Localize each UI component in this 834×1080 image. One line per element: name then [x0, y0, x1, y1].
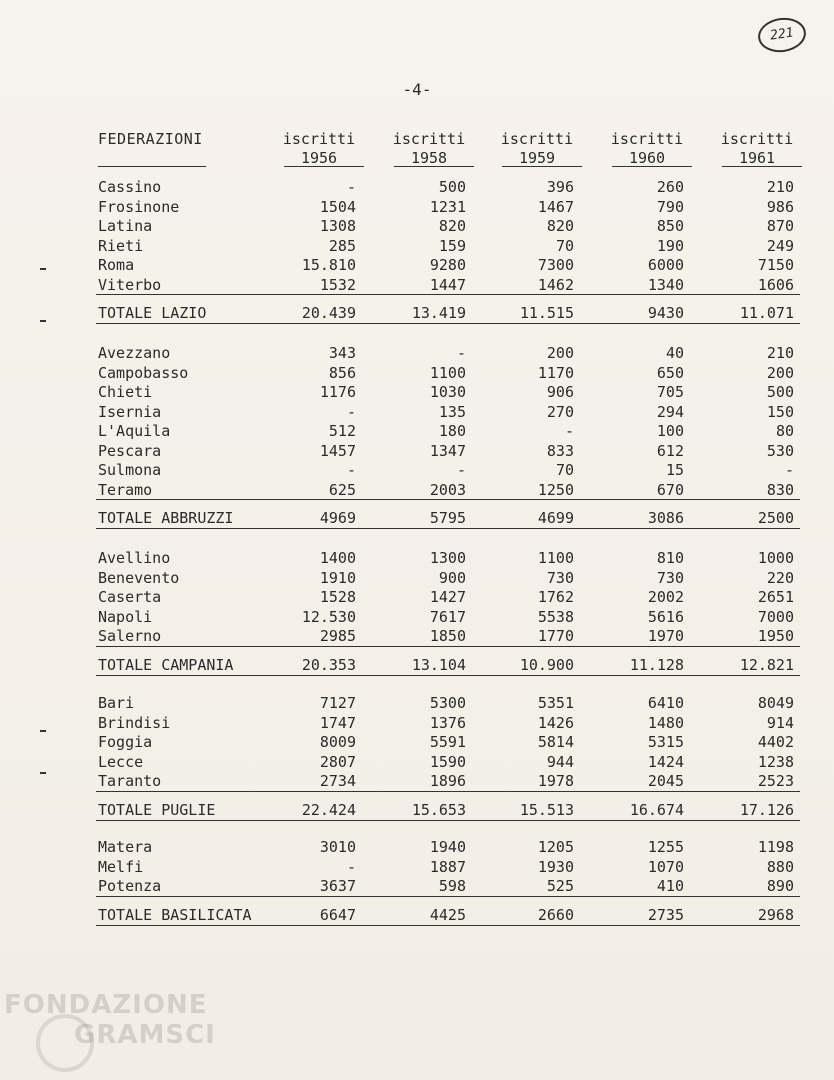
cell-value: 5591 — [429, 733, 466, 751]
cell-value: 4402 — [757, 733, 794, 751]
table-row — [0, 276, 834, 295]
subtotal-rule — [96, 896, 800, 897]
cell-value: 1850 — [429, 627, 466, 645]
cell-value: 1198 — [757, 838, 794, 856]
federation-name: Sulmona — [98, 461, 162, 479]
cell-value: 135 — [438, 402, 466, 421]
total-rule — [96, 528, 800, 529]
total-rule — [96, 820, 800, 821]
cell-value: 820 — [546, 217, 574, 235]
cell-value: - — [346, 857, 356, 876]
cell-value: 790 — [656, 197, 684, 216]
column-label: iscritti — [282, 130, 356, 148]
federation-name: Cassino — [98, 178, 162, 196]
cell-value: 1480 — [647, 713, 684, 732]
total-row — [0, 656, 834, 675]
table-row — [0, 588, 834, 607]
table-row — [0, 217, 834, 236]
cell-value: 1400 — [319, 549, 356, 567]
federation-name: Lecce — [98, 752, 144, 771]
cell-value: 1427 — [429, 588, 466, 606]
federation-name: Brindisi — [98, 713, 171, 732]
cell-value: 1308 — [319, 217, 356, 235]
column-underline — [394, 166, 474, 167]
cell-value: 5795 — [429, 509, 466, 527]
cell-value: 730 — [546, 568, 574, 587]
cell-value: 10.900 — [519, 655, 574, 674]
total-label: TOTALE BASILICATA — [98, 905, 252, 924]
total-row — [0, 801, 834, 820]
federation-name: Latina — [98, 217, 153, 235]
table-header — [0, 128, 834, 172]
cell-value: 13.104 — [411, 655, 466, 674]
cell-value: 1606 — [757, 275, 794, 294]
cell-value: 210 — [766, 178, 794, 196]
cell-value: 1528 — [319, 588, 356, 606]
cell-value: 40 — [665, 344, 684, 362]
column-label: iscritti — [720, 130, 794, 148]
column-underline — [612, 166, 692, 167]
total-row — [0, 509, 834, 528]
cell-value: 396 — [546, 178, 574, 196]
table-row — [0, 383, 834, 402]
cell-value: 12.530 — [301, 607, 356, 626]
cell-value: 1030 — [429, 383, 466, 401]
cell-value: 22.424 — [301, 800, 356, 819]
column-label: iscritti — [500, 130, 574, 148]
federation-name: Avezzano — [98, 344, 171, 362]
cell-value: 530 — [766, 441, 794, 460]
table-row — [0, 403, 834, 422]
cell-value: 6647 — [319, 905, 356, 924]
cell-value: 1462 — [537, 275, 574, 294]
cell-value: 1426 — [537, 713, 574, 732]
table-row — [0, 694, 834, 713]
table-row — [0, 442, 834, 461]
federation-name: Melfi — [98, 857, 144, 876]
cell-value: 15.653 — [411, 800, 466, 819]
margin-mark — [40, 730, 46, 732]
cell-value: 1747 — [319, 713, 356, 732]
table-row — [0, 364, 834, 383]
cell-value: 294 — [656, 402, 684, 421]
cell-value: 6000 — [647, 256, 684, 274]
cell-value: 16.674 — [629, 800, 684, 819]
cell-value: 2807 — [319, 752, 356, 771]
federation-name: Matera — [98, 838, 153, 856]
table-row — [0, 549, 834, 568]
cell-value: 880 — [766, 857, 794, 876]
cell-value: 11.515 — [519, 304, 574, 322]
cell-value: 4969 — [319, 509, 356, 527]
cell-value: - — [784, 461, 794, 479]
table-row — [0, 481, 834, 500]
cell-value: 7127 — [319, 694, 356, 712]
cell-value: 180 — [438, 422, 466, 440]
federation-name: L'Aquila — [98, 422, 171, 440]
cell-value: 1950 — [757, 627, 794, 645]
cell-value: 1896 — [429, 772, 466, 790]
cell-value: 1300 — [429, 549, 466, 567]
cell-value: 343 — [328, 344, 356, 362]
cell-value: 1770 — [537, 627, 574, 645]
cell-value: 2651 — [757, 588, 794, 606]
subtotal-rule — [96, 294, 800, 295]
table-row — [0, 838, 834, 857]
table-row — [0, 237, 834, 256]
table-row — [0, 178, 834, 197]
column-year: 1960 — [628, 149, 666, 167]
cell-value: 3010 — [319, 838, 356, 856]
cell-value: - — [564, 422, 574, 440]
cell-value: 3086 — [647, 509, 684, 527]
cell-value: 810 — [656, 549, 684, 567]
cell-value: 2003 — [429, 480, 466, 499]
cell-value: 200 — [546, 344, 574, 362]
cell-value: 12.821 — [739, 655, 794, 674]
total-row — [0, 304, 834, 323]
cell-value: 1255 — [647, 838, 684, 856]
cell-value: 1170 — [537, 363, 574, 382]
cell-value: 159 — [438, 236, 466, 255]
table-row — [0, 753, 834, 772]
total-label: TOTALE LAZIO — [98, 304, 207, 322]
header-underline — [98, 166, 206, 167]
cell-value: 598 — [438, 877, 466, 895]
table-row — [0, 422, 834, 441]
cell-value: 210 — [766, 344, 794, 362]
cell-value: - — [346, 178, 356, 196]
column-label: iscritti — [610, 130, 684, 148]
cell-value: 914 — [766, 713, 794, 732]
table-row — [0, 877, 834, 896]
cell-value: 2734 — [319, 772, 356, 790]
cell-value: 5538 — [537, 607, 574, 626]
cell-value: 906 — [546, 383, 574, 401]
column-header — [492, 130, 582, 168]
cell-value: 1205 — [537, 838, 574, 856]
federazioni-header: FEDERAZIONI — [98, 130, 203, 148]
federation-name: Bari — [98, 694, 135, 712]
cell-value: 8009 — [319, 733, 356, 751]
table-row — [0, 608, 834, 627]
column-underline — [502, 166, 582, 167]
cell-value: 2660 — [537, 905, 574, 924]
cell-value: 150 — [766, 402, 794, 421]
cell-value: 5616 — [647, 607, 684, 626]
cell-value: 944 — [546, 752, 574, 771]
cell-value: 11.071 — [739, 304, 794, 322]
watermark: FONDAZIONE GRAMSCI — [4, 990, 216, 1050]
cell-value: 2985 — [319, 627, 356, 645]
subtotal-rule — [96, 646, 800, 647]
cell-value: 9430 — [647, 304, 684, 322]
table-row — [0, 256, 834, 275]
cell-value: 1100 — [537, 549, 574, 567]
column-label: iscritti — [392, 130, 466, 148]
total-rule — [96, 925, 800, 926]
cell-value: 612 — [656, 441, 684, 460]
table-row — [0, 714, 834, 733]
cell-value: 730 — [656, 568, 684, 587]
total-rule — [96, 675, 800, 676]
cell-value: 870 — [766, 217, 794, 235]
margin-mark — [40, 320, 46, 322]
cell-value: 2523 — [757, 772, 794, 790]
subtotal-rule — [96, 499, 800, 500]
table-row — [0, 344, 834, 363]
cell-value: 625 — [328, 480, 356, 499]
cell-value: 17.126 — [739, 800, 794, 819]
cell-value: 512 — [328, 422, 356, 440]
cell-value: 200 — [766, 363, 794, 382]
cell-value: 20.353 — [301, 655, 356, 674]
subtotal-rule — [96, 791, 800, 792]
cell-value: 80 — [775, 422, 794, 440]
cell-value: 833 — [546, 441, 574, 460]
cell-value: 2968 — [757, 905, 794, 924]
cell-value: 890 — [766, 877, 794, 895]
federation-name: Benevento — [98, 568, 180, 587]
margin-mark — [40, 772, 46, 774]
cell-value: 410 — [656, 877, 684, 895]
federation-name: Avellino — [98, 549, 171, 567]
cell-value: 1762 — [537, 588, 574, 606]
column-underline — [722, 166, 802, 167]
cell-value: 2002 — [647, 588, 684, 606]
column-year: 1961 — [738, 149, 776, 167]
cell-value: 1238 — [757, 752, 794, 771]
cell-value: 70 — [555, 236, 574, 255]
column-header — [274, 130, 364, 168]
federation-name: Taranto — [98, 772, 162, 790]
federation-name: Chieti — [98, 383, 153, 401]
federation-name: Viterbo — [98, 275, 162, 294]
cell-value: 270 — [546, 402, 574, 421]
cell-value: 20.439 — [301, 304, 356, 322]
total-label: TOTALE PUGLIE — [98, 800, 216, 819]
column-year: 1958 — [410, 149, 448, 167]
cell-value: 1504 — [319, 197, 356, 216]
cell-value: 670 — [656, 480, 684, 499]
cell-value: 986 — [766, 197, 794, 216]
cell-value: 4425 — [429, 905, 466, 924]
cell-value: 1887 — [429, 857, 466, 876]
cell-value: 100 — [656, 422, 684, 440]
cell-value: 1424 — [647, 752, 684, 771]
cell-value: 15.513 — [519, 800, 574, 819]
cell-value: 1070 — [647, 857, 684, 876]
federation-name: Rieti — [98, 236, 144, 255]
cell-value: 500 — [766, 383, 794, 401]
table-row — [0, 627, 834, 646]
cell-value: - — [346, 402, 356, 421]
cell-value: 7300 — [537, 256, 574, 274]
cell-value: 4699 — [537, 509, 574, 527]
federation-name: Campobasso — [98, 363, 189, 382]
cell-value: 1930 — [537, 857, 574, 876]
column-header — [712, 130, 802, 168]
cell-value: 820 — [438, 217, 466, 235]
cell-value: 1000 — [757, 549, 794, 567]
cell-value: 5814 — [537, 733, 574, 751]
cell-value: - — [346, 461, 356, 479]
archive-stamp: 221 — [756, 15, 808, 55]
total-row — [0, 906, 834, 925]
cell-value: 260 — [656, 178, 684, 196]
federation-name: Isernia — [98, 402, 162, 421]
total-rule — [96, 323, 800, 324]
cell-value: 220 — [766, 568, 794, 587]
cell-value: 1457 — [319, 441, 356, 460]
cell-value: 8049 — [757, 694, 794, 712]
table-row — [0, 461, 834, 480]
cell-value: 500 — [438, 178, 466, 196]
table-row — [0, 772, 834, 791]
column-header — [602, 130, 692, 168]
federation-name: Pescara — [98, 441, 162, 460]
cell-value: 1100 — [429, 363, 466, 382]
federation-name: Frosinone — [98, 197, 180, 216]
cell-value: 1532 — [319, 275, 356, 294]
cell-value: - — [456, 344, 466, 362]
cell-value: 6410 — [647, 694, 684, 712]
cell-value: 285 — [328, 236, 356, 255]
cell-value: 5351 — [537, 694, 574, 712]
cell-value: 2735 — [647, 905, 684, 924]
cell-value: 1940 — [429, 838, 466, 856]
cell-value: 5315 — [647, 733, 684, 751]
cell-value: 7617 — [429, 607, 466, 626]
column-year: 1956 — [300, 149, 338, 167]
federation-name: Caserta — [98, 588, 162, 606]
cell-value: 650 — [656, 363, 684, 382]
cell-value: 705 — [656, 383, 684, 401]
cell-value: 190 — [656, 236, 684, 255]
cell-value: 1176 — [319, 383, 356, 401]
cell-value: 70 — [555, 461, 574, 479]
federation-name: Salerno — [98, 627, 162, 645]
cell-value: 1340 — [647, 275, 684, 294]
cell-value: 525 — [546, 877, 574, 895]
cell-value: 1590 — [429, 752, 466, 771]
table-row — [0, 198, 834, 217]
column-underline — [284, 166, 364, 167]
cell-value: 249 — [766, 236, 794, 255]
federation-name: Napoli — [98, 607, 153, 626]
cell-value: 1347 — [429, 441, 466, 460]
cell-value: 900 — [438, 568, 466, 587]
total-label: TOTALE CAMPANIA — [98, 655, 234, 674]
cell-value: 830 — [766, 480, 794, 499]
table-row — [0, 733, 834, 752]
cell-value: 13.419 — [411, 304, 466, 322]
cell-value: 2045 — [647, 772, 684, 790]
federation-name: Potenza — [98, 877, 162, 895]
column-header — [384, 130, 474, 168]
cell-value: 3637 — [319, 877, 356, 895]
table-row — [0, 858, 834, 877]
column-year: 1959 — [518, 149, 556, 167]
cell-value: 1970 — [647, 627, 684, 645]
total-label: TOTALE ABBRUZZI — [98, 509, 234, 527]
cell-value: 1447 — [429, 275, 466, 294]
cell-value: 7000 — [757, 607, 794, 626]
cell-value: 15 — [665, 461, 684, 479]
cell-value: 1250 — [537, 480, 574, 499]
page-number: -4- — [402, 80, 432, 99]
table-row — [0, 569, 834, 588]
cell-value: 9280 — [429, 256, 466, 274]
cell-value: 850 — [656, 217, 684, 235]
cell-value: 11.128 — [629, 655, 684, 674]
cell-value: 15.810 — [301, 256, 356, 274]
federation-name: Foggia — [98, 733, 153, 751]
margin-mark — [40, 268, 46, 270]
cell-value: 2500 — [757, 509, 794, 527]
cell-value: 1910 — [319, 568, 356, 587]
federation-name: Teramo — [98, 480, 153, 499]
cell-value: 1467 — [537, 197, 574, 216]
cell-value: 1231 — [429, 197, 466, 216]
cell-value: 1376 — [429, 713, 466, 732]
cell-value: - — [456, 461, 466, 479]
cell-value: 5300 — [429, 694, 466, 712]
cell-value: 1978 — [537, 772, 574, 790]
federation-name: Roma — [98, 256, 135, 274]
cell-value: 7150 — [757, 256, 794, 274]
cell-value: 856 — [328, 363, 356, 382]
